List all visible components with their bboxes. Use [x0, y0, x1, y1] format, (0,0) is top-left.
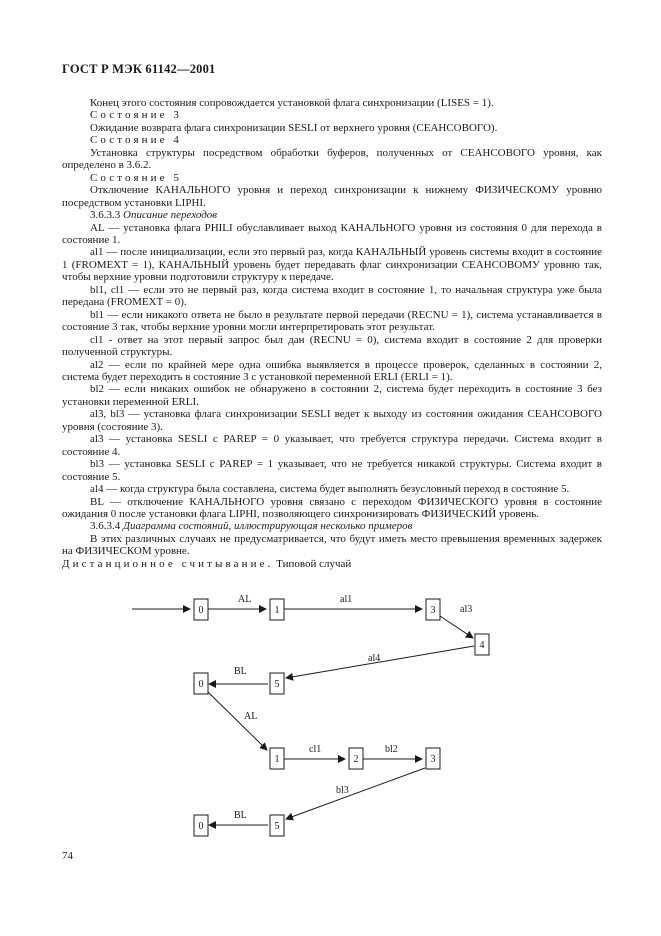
- transition-label: bl2: [385, 744, 398, 755]
- state-label: 1: [274, 605, 280, 616]
- paragraph: BL — отключение КАНАЛЬНОГО уровня связано с переходом ФИЗИЧЕСКОГО уровня в состояние ожидания 0 после установки флага LIPHI, позволяющего синхронизировать ФИЗИЧЕСКИЙ уровень.: [62, 495, 602, 520]
- transition-label: al1: [340, 594, 353, 605]
- state-label: 5: [274, 821, 280, 832]
- paragraph: al4 — когда структура была составлена, система будет выполнять безусловный переход в состояние 5.: [90, 483, 570, 496]
- state-label: 0: [198, 679, 204, 690]
- state-heading: Состояние 3: [90, 109, 183, 122]
- state-label: 0: [198, 821, 204, 832]
- diagram-caption: [62, 558, 602, 570]
- state-label: 4: [479, 640, 485, 651]
- paragraph: al3 — установка SESLI с PAREP = 0 указывает, что требуется структура передачи. Система входит в состояние 4.: [62, 433, 602, 458]
- section-heading: [62, 209, 602, 221]
- arrow-al3: [440, 616, 473, 638]
- paragraph: bl1, cl1 — если это не первый раз, когда система входит в состояние 1, то начальная структура уже была передана (FROMEXT = 0).: [62, 283, 602, 309]
- document-header: ГОСТ Р МЭК 61142—2001: [62, 62, 216, 76]
- section-title: Описание переходов: [123, 209, 218, 222]
- state-label: 3: [430, 754, 436, 765]
- section-title: Диаграмма состояний, иллюстрирующая несколько примеров: [123, 520, 413, 533]
- paragraph: Конец этого состояния сопровождается установкой флага синхронизации (LISES = 1).: [90, 97, 494, 109]
- caption-spaced: Дистанционное считывание.: [62, 557, 274, 570]
- transition-label: bl3: [336, 785, 349, 796]
- arrow-AL-2: [208, 692, 267, 750]
- paragraph: bl1 — если никакого ответа не было в результате первой передачи (RECNU = 1), система устанавливается в состояние 3 так, чтобы верхние уровни могли интерпретировать этот результат.: [62, 308, 602, 334]
- page-number: 74: [62, 850, 73, 862]
- state-label: 2: [353, 754, 359, 765]
- caption-normal: Типовой случай: [276, 557, 352, 570]
- transition-label: AL: [238, 594, 252, 605]
- paragraph: В этих различных случаях не предусматривается, что будут иметь место превышения временных задержек на ФИЗИЧЕСКОМ уровне.: [62, 532, 602, 558]
- state-label: 5: [274, 679, 280, 690]
- state-diagram: [62, 582, 502, 850]
- paragraph: al3, bl3 — установка флага синхронизации SESLI ведет к выходу из состояния ожидания СЕАНСОВОГО уровня (состояние 3).: [62, 408, 602, 433]
- arrow-bl3: [286, 768, 425, 819]
- paragraph: bl3 — установка SESLI с PAREP = 1 указывает, что не требуется никакой структуры. Система входит в состояние 5.: [62, 458, 602, 483]
- paragraph: AL — установка флага PHILI обуславливает выход КАНАЛЬНОГО уровня из состояния 0 для перехода в состояние 1.: [62, 221, 602, 246]
- state-label: 3: [430, 605, 436, 616]
- state-heading: Состояние 5: [90, 171, 183, 184]
- state-label: 1: [274, 754, 280, 765]
- paragraph: cl1 - ответ на этот первый запрос был дан (RECNU = 0), система входит в состояние 2 для проверки полученной структуры.: [62, 333, 602, 359]
- section-heading: [62, 520, 602, 532]
- body-text: [62, 97, 602, 570]
- paragraph: al1 — после инициализации, если это первый раз, когда КАНАЛЬНЫЙ уровень системы входит в состояние 1 (FROMEXT = 1), КАНАЛЬНЫЙ уровень будет передавать флаг синхронизации СЕАНСОВОМУ уровню так, чтобы верхние уровни подготовили структуру к передаче.: [62, 246, 602, 284]
- transition-label: BL: [234, 666, 247, 677]
- paragraph: al2 — если по крайней мере одна ошибка выявляется в процессе проверок, сделанных в состоянии 2, система будет переходить в состояние 3 с установкой переменной ERLI (ERLI = 1).: [62, 358, 602, 383]
- transition-label: al4: [368, 653, 381, 664]
- transition-label: cl1: [309, 744, 322, 755]
- section-number: 3.6.3.4: [90, 520, 121, 533]
- transition-label: BL: [234, 810, 247, 821]
- section-number: 3.6.3.3: [90, 209, 121, 222]
- paragraph: Установка структуры посредством обработки буферов, полученных от СЕАНСОВОГО уровня, как определено в 3.6.2.: [62, 146, 602, 172]
- transition-label: al3: [460, 604, 473, 615]
- paragraph: Ожидание возврата флага синхронизации SESLI от верхнего уровня (СЕАНСОВОГО).: [90, 121, 498, 134]
- state-heading: Состояние 4: [90, 134, 183, 147]
- transition-label: AL: [244, 711, 258, 722]
- paragraph: Отключение КАНАЛЬНОГО уровня и переход синхронизации к нижнему ФИЗИЧЕСКОМУ уровню посредством установки LIPHI.: [62, 184, 602, 209]
- paragraph: bl2 — если никаких ошибок не обнаружено в состоянии 2, система будет переходить в состояние 3 без установки переменной ERLI.: [62, 383, 602, 408]
- state-label: 0: [198, 605, 204, 616]
